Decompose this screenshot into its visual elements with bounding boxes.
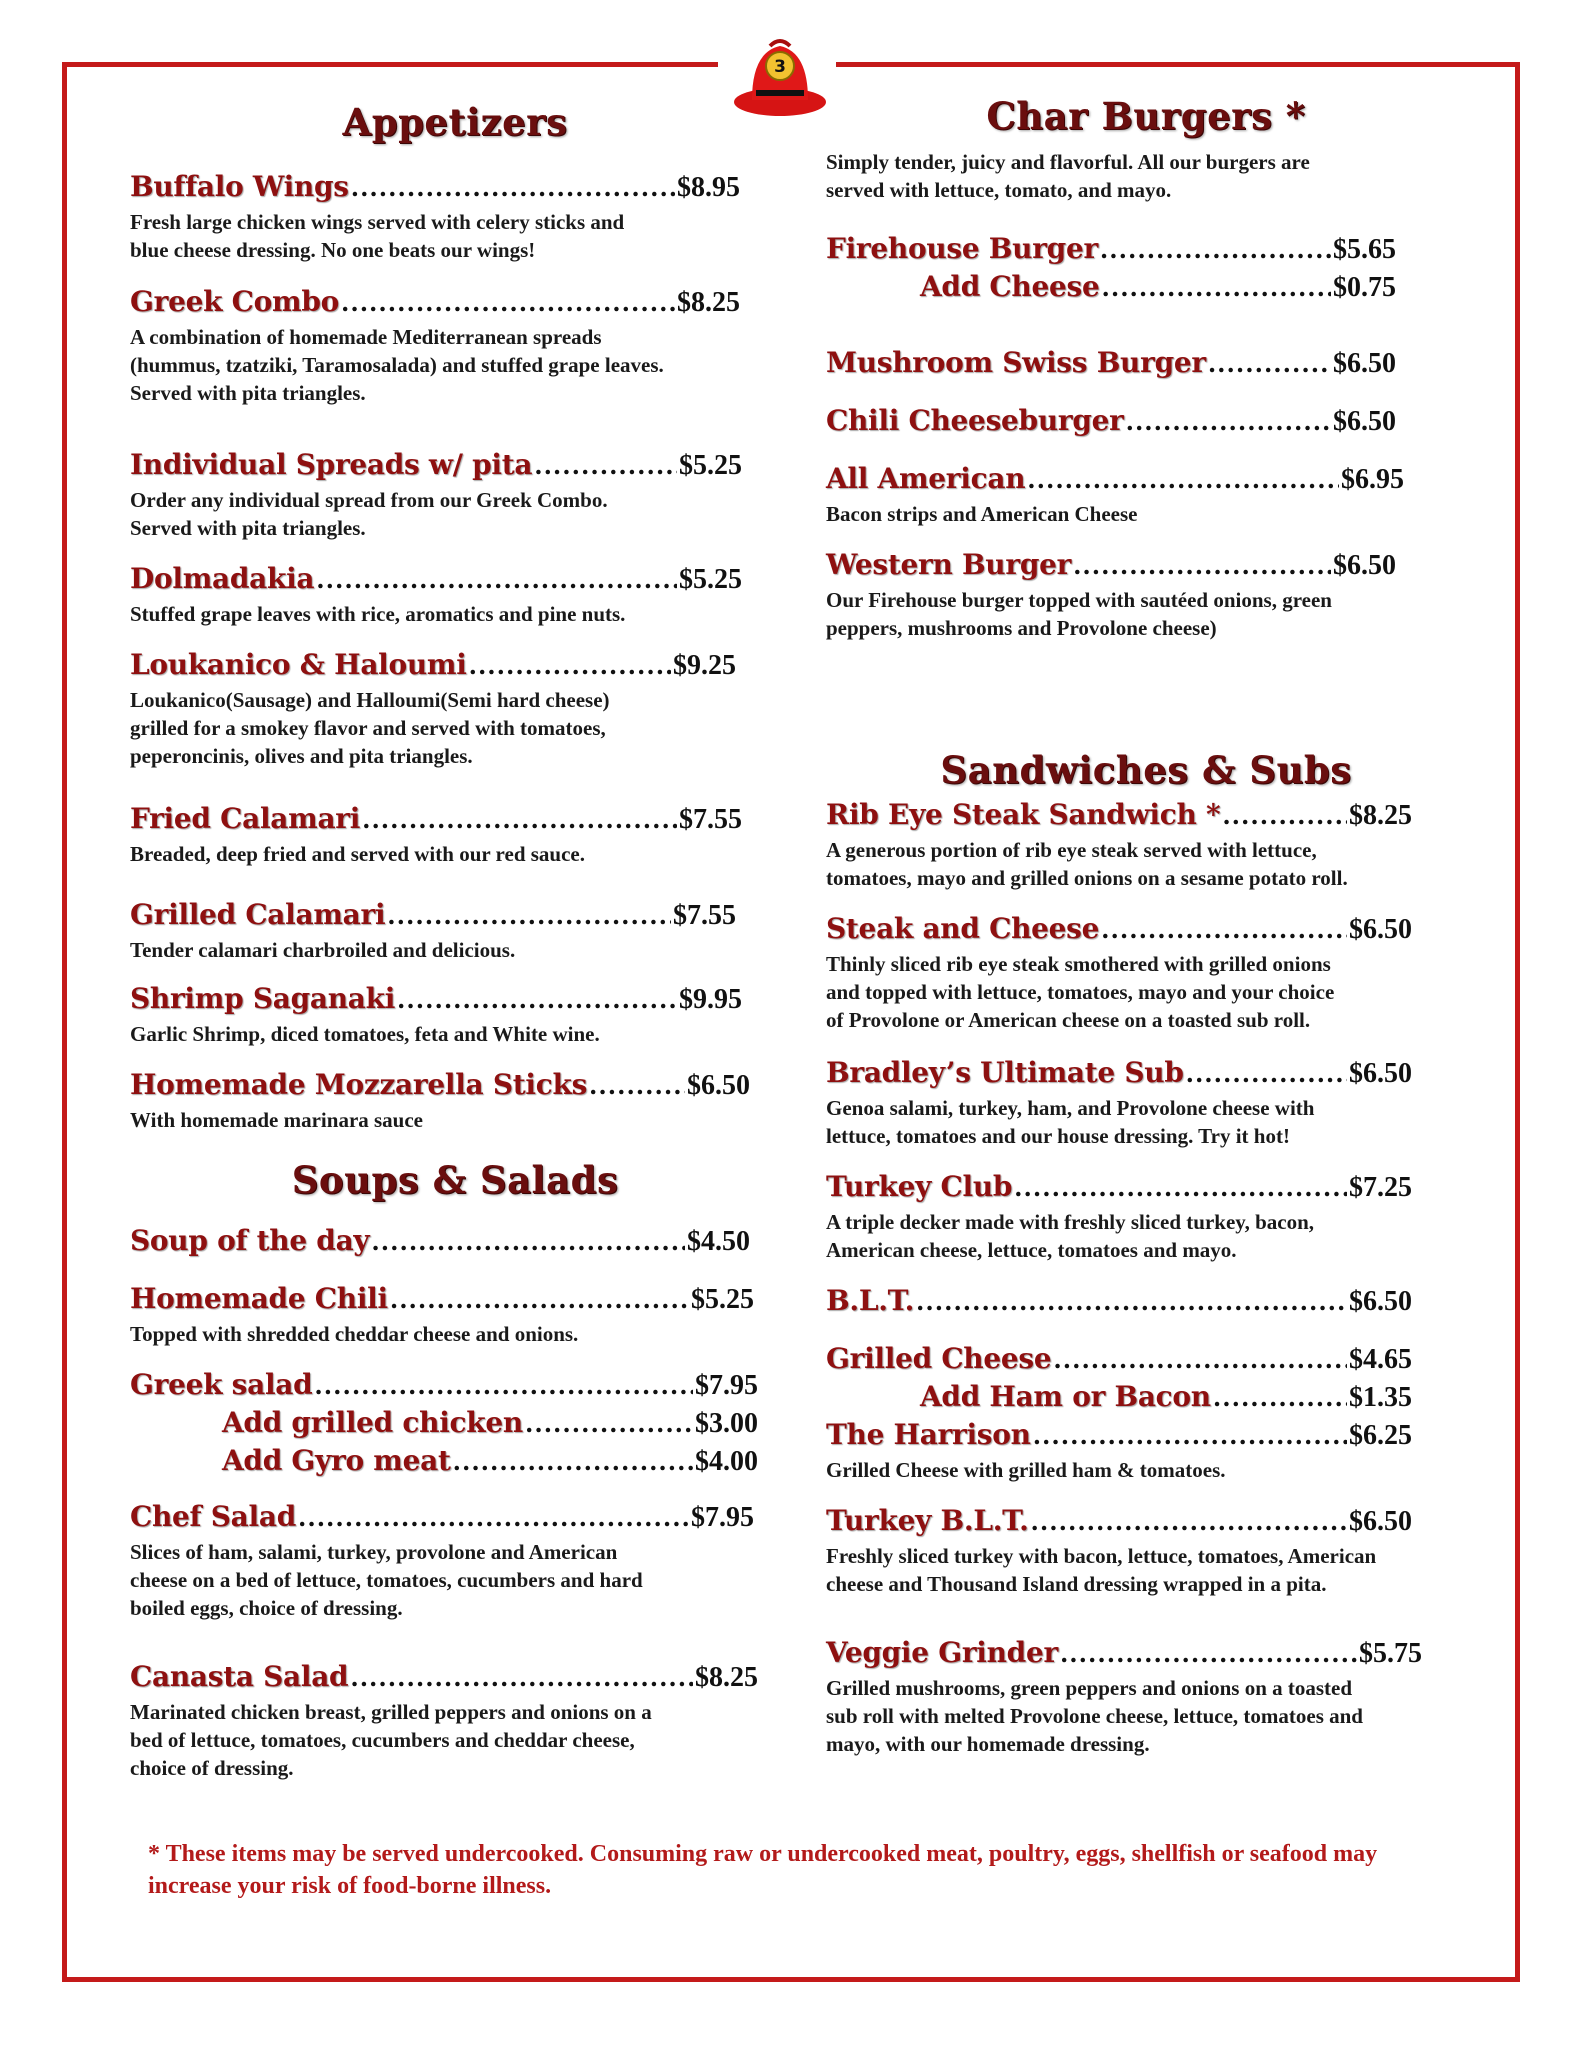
- dot-leader: [1222, 801, 1347, 830]
- menu-item: [826, 462, 1404, 528]
- menu-item: [826, 232, 1396, 266]
- item-name: Turkey Club: [826, 1170, 1013, 1203]
- dot-leader: [387, 901, 671, 930]
- menu-item: [130, 1660, 758, 1782]
- item-price: $6.50: [1349, 914, 1412, 945]
- menu-item: [130, 1282, 754, 1348]
- item-name: Chef Salad: [130, 1500, 296, 1533]
- item-description: Tender calamari charbroiled and delicious.: [130, 938, 516, 962]
- menu-item: [130, 1224, 750, 1258]
- item-price: $9.25: [673, 650, 736, 681]
- dot-leader: [314, 1371, 693, 1400]
- item-description: Genoa salami, turkey, ham, and Provolone cheese with lettuce, tomatoes and our house dressing. Try it hot!: [826, 1096, 1315, 1148]
- item-name: Shrimp Saganaki: [130, 982, 396, 1015]
- menu-item: [826, 346, 1396, 380]
- dot-leader: [589, 1071, 685, 1100]
- item-description: Bacon strips and American Cheese: [826, 502, 1138, 526]
- item-price: $8.25: [1349, 800, 1412, 831]
- sandwiches-subs-title: Sandwiches & Subs: [940, 748, 1352, 792]
- undercooked-warning: * These items may be served undercooked. Consuming raw or undercooked meat, poultry, eggs, shellfish or seafood may increase your risk of food-borne illness.: [148, 1841, 1378, 1899]
- item-price: $3.00: [695, 1408, 758, 1439]
- item-description: Our Firehouse burger topped with sautéed onions, green peppers, mushrooms and Provolone cheese): [826, 588, 1332, 640]
- item-name: B.L.T.: [826, 1284, 915, 1317]
- item-description: Thinly sliced rib eye steak smothered with grilled onions and topped with lettuce, tomatoes, mayo and your choice of Provolone or American cheese on a toasted sub roll.: [826, 952, 1335, 1032]
- dot-leader: [390, 1285, 689, 1314]
- item-description: Stuffed grape leaves with rice, aromatics and pine nuts.: [130, 602, 626, 626]
- menu-item: [826, 1342, 1412, 1376]
- menu-item: [130, 648, 736, 770]
- item-name: Chili Cheeseburger: [826, 404, 1124, 437]
- item-price: $8.95: [677, 172, 740, 203]
- item-description: Order any individual spread from our Greek Combo. Served with pita triangles.: [130, 488, 608, 540]
- item-name: Add grilled chicken: [222, 1406, 523, 1439]
- item-price: $4.50: [687, 1226, 750, 1257]
- item-price: $8.25: [695, 1662, 758, 1693]
- dot-leader: [1100, 235, 1331, 264]
- helmet-number: 3: [774, 57, 786, 77]
- item-name: Homemade Mozzarella Sticks: [130, 1068, 588, 1101]
- menu-addon: [920, 270, 1396, 304]
- dot-leader: [298, 1503, 689, 1532]
- menu-item: [826, 1636, 1422, 1758]
- menu-item: [826, 1504, 1412, 1598]
- menu-item: [130, 1368, 758, 1402]
- item-price: $6.50: [1333, 550, 1396, 581]
- item-name: Add Gyro meat: [222, 1444, 451, 1477]
- menu-item: [130, 1500, 754, 1622]
- dot-leader: [316, 565, 677, 594]
- item-price: $7.95: [695, 1370, 758, 1401]
- soups-salads-title: Soups & Salads: [291, 1158, 619, 1202]
- dot-leader: [1126, 407, 1331, 436]
- item-name: Turkey B.L.T.: [826, 1504, 1029, 1537]
- dot-leader: [525, 1409, 693, 1438]
- item-name: Canasta Salad: [130, 1660, 349, 1693]
- item-description: Freshly sliced turkey with bacon, lettuce, tomatoes, American cheese and Thousand Island dressing wrapped in a pita.: [826, 1544, 1377, 1596]
- menu-item: [826, 1418, 1412, 1484]
- item-description: Topped with shredded cheddar cheese and onions.: [130, 1322, 579, 1346]
- item-price: $4.65: [1349, 1344, 1412, 1375]
- dot-leader: [1031, 1507, 1347, 1536]
- item-description: Marinated chicken breast, grilled peppers and onions on a bed of lettuce, tomatoes, cucumbers and cheddar cheese, choice of dressing.: [130, 1700, 652, 1780]
- item-description: Fresh large chicken wings served with celery sticks and blue cheese dressing. No one beats our wings!: [130, 210, 625, 262]
- appetizers-title: Appetizers: [342, 100, 568, 144]
- menu-item: [130, 982, 742, 1048]
- item-price: $5.25: [691, 1284, 754, 1315]
- menu-item: [130, 898, 736, 964]
- dot-leader: [341, 288, 675, 317]
- item-description: Grilled mushrooms, green peppers and onions on a toasted sub roll with melted Provolone cheese, lettuce, tomatoes and mayo, with our homemade dressing.: [826, 1676, 1363, 1756]
- menu-item: [826, 798, 1412, 892]
- item-name: Individual Spreads w/ pita: [130, 448, 533, 481]
- item-name: Steak and Cheese: [826, 912, 1100, 945]
- item-description: Garlic Shrimp, diced tomatoes, feta and White wine.: [130, 1022, 600, 1046]
- menu-item: [826, 1284, 1412, 1318]
- item-price: $5.65: [1333, 234, 1396, 265]
- item-name: Dolmadakia: [130, 562, 315, 595]
- item-price: $6.95: [1341, 464, 1404, 495]
- menu-item: [130, 562, 742, 628]
- menu-item: [826, 912, 1412, 1034]
- menu-item: [130, 285, 740, 407]
- dot-leader: [453, 1447, 693, 1476]
- dot-leader: [1060, 1639, 1357, 1668]
- item-name: Buffalo Wings: [130, 170, 349, 203]
- item-name: The Harrison: [826, 1418, 1031, 1451]
- dot-leader: [371, 1227, 685, 1256]
- item-description: A triple decker made with freshly sliced turkey, bacon, American cheese, lettuce, tomatoes and mayo.: [826, 1210, 1315, 1262]
- menu-item: [826, 1056, 1412, 1150]
- menu-item: [130, 802, 742, 868]
- item-price: $9.95: [679, 984, 742, 1015]
- item-name: Western Burger: [826, 548, 1072, 581]
- item-price: $7.55: [679, 804, 742, 835]
- item-price: $4.00: [695, 1446, 758, 1477]
- menu-item: [826, 1170, 1412, 1264]
- item-price: $6.50: [1349, 1506, 1412, 1537]
- item-price: $1.35: [1349, 1382, 1412, 1413]
- dot-leader: [469, 651, 671, 680]
- dot-leader: [1027, 465, 1339, 494]
- item-name: Veggie Grinder: [826, 1636, 1058, 1669]
- menu-item: [826, 548, 1396, 642]
- item-description: Loukanico(Sausage) and Halloumi(Semi hard cheese) grilled for a smokey flavor and served with tomatoes, peperoncinis, olives and pita triangles.: [130, 688, 610, 768]
- item-price: $0.75: [1333, 272, 1396, 303]
- burgers-intro: Simply tender, juicy and flavorful. All our burgers are served with lettuce, tomato, and mayo.: [826, 150, 1310, 202]
- item-price: $7.95: [691, 1502, 754, 1533]
- item-name: Mushroom Swiss Burger: [826, 346, 1206, 379]
- item-name: Add Ham or Bacon: [920, 1380, 1211, 1413]
- item-price: $8.25: [677, 287, 740, 318]
- dot-leader: [397, 985, 677, 1014]
- item-description: With homemade marinara sauce: [130, 1108, 424, 1132]
- item-name: Loukanico & Haloumi: [130, 648, 467, 681]
- item-description: Slices of ham, salami, turkey, provolone and American cheese on a bed of lettuce, tomatoes, cucumbers and hard boiled eggs, choice of dressing.: [130, 1540, 643, 1620]
- item-name: Grilled Calamari: [130, 898, 386, 931]
- item-name: Add Cheese: [920, 270, 1100, 303]
- menu-item: [826, 404, 1396, 438]
- item-description: A combination of homemade Mediterranean spreads (hummus, tzatziki, Taramosalada) and stuffed grape leaves. Served with pita triangles.: [130, 325, 664, 405]
- char-burgers-title: Char Burgers *: [986, 94, 1306, 138]
- menu-item: [130, 1068, 750, 1134]
- dot-leader: [362, 805, 677, 834]
- item-price: $5.75: [1359, 1638, 1422, 1669]
- dot-leader: [916, 1287, 1347, 1316]
- dot-leader: [1208, 349, 1331, 378]
- dot-leader: [1101, 915, 1347, 944]
- item-name: Grilled Cheese: [826, 1342, 1052, 1375]
- item-price: $6.25: [1349, 1420, 1412, 1451]
- dot-leader: [1213, 1383, 1347, 1412]
- item-name: Greek salad: [130, 1368, 313, 1401]
- item-name: Greek Combo: [130, 285, 339, 318]
- dot-leader: [351, 173, 675, 202]
- item-name: Fried Calamari: [130, 802, 361, 835]
- dot-leader: [350, 1663, 693, 1692]
- dot-leader: [1073, 551, 1331, 580]
- item-price: $6.50: [1349, 1286, 1412, 1317]
- item-price: $6.50: [1349, 1058, 1412, 1089]
- item-price: $7.55: [673, 900, 736, 931]
- item-name: Firehouse Burger: [826, 232, 1098, 265]
- menu-item: [130, 170, 740, 264]
- menu-item: [130, 448, 742, 542]
- item-price: $7.25: [1349, 1172, 1412, 1203]
- menu-addon: [920, 1380, 1412, 1414]
- item-name: Bradley’s Ultimate Sub: [826, 1056, 1184, 1089]
- item-price: $5.25: [679, 450, 742, 481]
- menu-addon: [222, 1444, 758, 1478]
- dot-leader: [1033, 1421, 1347, 1450]
- item-name: Soup of the day: [130, 1224, 370, 1257]
- item-price: $5.25: [679, 564, 742, 595]
- menu-addon: [222, 1406, 758, 1440]
- item-price: $6.50: [687, 1070, 750, 1101]
- dot-leader: [1101, 273, 1331, 302]
- item-description: Grilled Cheese with grilled ham & tomatoes.: [826, 1458, 1226, 1482]
- item-name: Rib Eye Steak Sandwich *: [826, 798, 1221, 831]
- item-name: Homemade Chili: [130, 1282, 388, 1315]
- item-price: $6.50: [1333, 348, 1396, 379]
- dot-leader: [534, 451, 677, 480]
- dot-leader: [1053, 1345, 1347, 1374]
- dot-leader: [1186, 1059, 1347, 1088]
- item-price: $6.50: [1333, 406, 1396, 437]
- item-description: Breaded, deep fried and served with our red sauce.: [130, 842, 585, 866]
- dot-leader: [1014, 1173, 1347, 1202]
- item-description: A generous portion of rib eye steak served with lettuce, tomatoes, mayo and grilled onions on a sesame potato roll.: [826, 838, 1348, 890]
- item-name: All American: [826, 462, 1026, 495]
